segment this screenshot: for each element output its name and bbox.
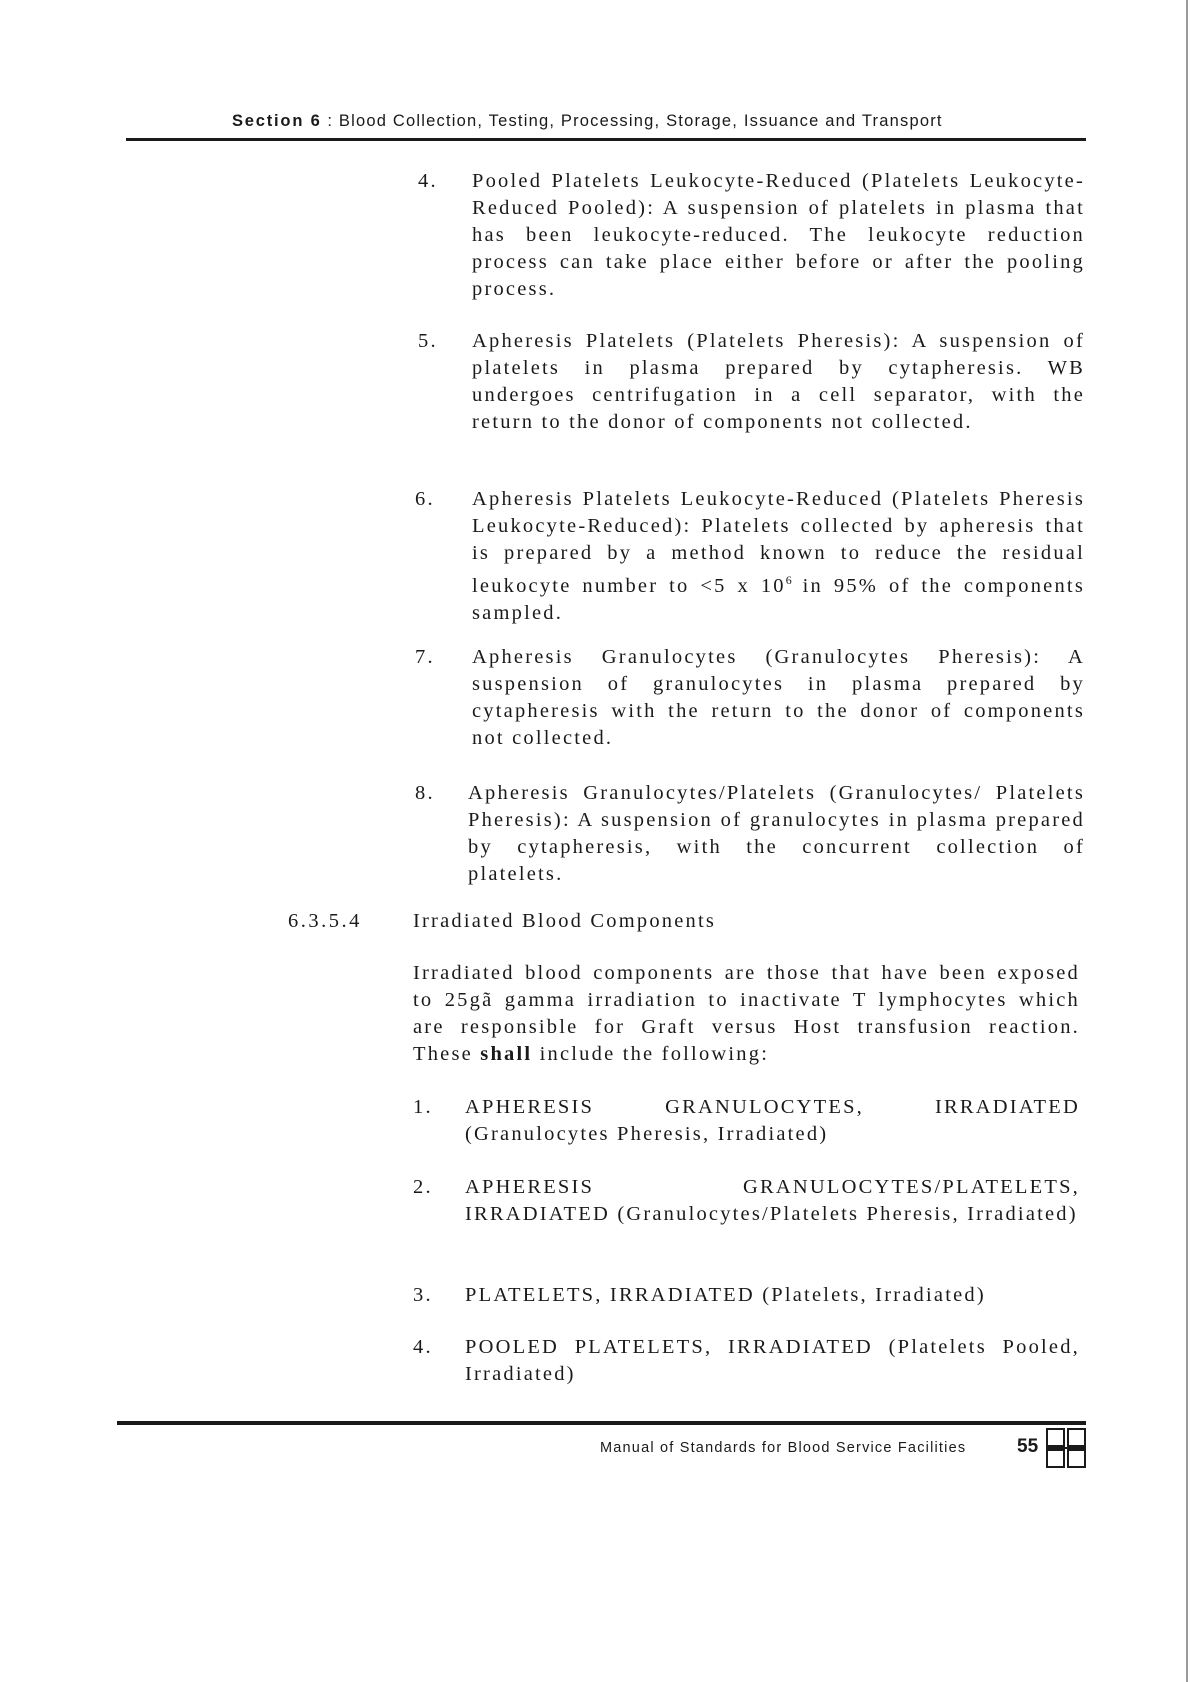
- list-item-number: 4.: [418, 170, 438, 192]
- list-item-number: 4.: [413, 1336, 433, 1358]
- list-item-text: Apheresis Granulocytes (Granulocytes Pheresis): A suspension of granulocytes in plasma prepared by cytapheresis with the return to the donor of components not collected.: [472, 646, 1085, 749]
- list-item-number: 6.: [415, 488, 435, 510]
- footer-rule: [117, 1421, 1086, 1425]
- list-item-text: PLATELETS, IRRADIATED (Platelets, Irradiated): [465, 1284, 986, 1306]
- section-number: 6.3.5.4: [288, 910, 362, 932]
- emphasis-shall: shall: [480, 1043, 533, 1065]
- footer-manual-title: Manual of Standards for Blood Service Facilities: [600, 1440, 967, 1456]
- list-item-text: Apheresis Platelets (Platelets Pheresis): A suspension of platelets in plasma prepared by cytapheresis. WB undergoes centrifugation in a cell separator, with the return to the donor of components not collected.: [472, 330, 1085, 433]
- list-item-number: 7.: [415, 646, 435, 668]
- running-header: [232, 112, 1086, 131]
- superscript: 6: [785, 573, 792, 587]
- list-item-text: Apheresis Granulocytes/Platelets (Granulocytes/ Platelets Pheresis): A suspension of granulocytes in plasma prepared by cytapheresis, with the concurrent collection of platelets.: [468, 782, 1085, 885]
- header-rule: [126, 138, 1086, 141]
- list-item-number: 5.: [418, 330, 438, 352]
- list-item-number: 3.: [413, 1284, 433, 1306]
- list-item-number: 1.: [413, 1096, 433, 1118]
- scan-edge: [1186, 0, 1188, 1682]
- header-section-label: Section 6: [232, 112, 322, 130]
- list-item-number: 2.: [413, 1176, 433, 1198]
- list-item-text: Pooled Platelets Leukocyte-Reduced (Platelets Leukocyte-Reduced Pooled): A suspension of platelets in plasma that has been leukocyte-reduced. The leukocyte reduction process can take place either before or after the pooling process.: [472, 170, 1085, 300]
- list-item-text: Apheresis Platelets Leukocyte-Reduced (Platelets Pheresis Leukocyte-Reduced): Platelets collected by apheresis that is prepared by a method known to reduce the residual leukocyte number to <5 x $10^6$ in 95% of the components sampled.: [472, 488, 1085, 624]
- section-title: Irradiated Blood Components: [413, 910, 717, 932]
- header-section-title: : Blood Collection, Testing, Processing, Storage, Issuance and Transport: [327, 112, 943, 130]
- list-item-number: 8.: [415, 782, 435, 804]
- list-item-text: APHERESIS GRANULOCYTES, IRRADIATED (Granulocytes Pheresis, Irradiated): [465, 1096, 1080, 1145]
- page-number: 55: [1017, 1436, 1039, 1457]
- list-item-text: APHERESIS GRANULOCYTES/PLATELETS, IRRADIATED (Granulocytes/Platelets Pheresis, Irradiated): [465, 1176, 1080, 1225]
- grid-logo-icon: [1046, 1428, 1086, 1468]
- list-item-text: POOLED PLATELETS, IRRADIATED (Platelets Pooled, Irradiated): [465, 1336, 1080, 1385]
- section-paragraph: Irradiated blood components are those that have been exposed to 25gã gamma irradiation to inactivate T lymphocytes which are responsible for Graft versus Host transfusion reaction. These shall include the following:: [413, 962, 1080, 1065]
